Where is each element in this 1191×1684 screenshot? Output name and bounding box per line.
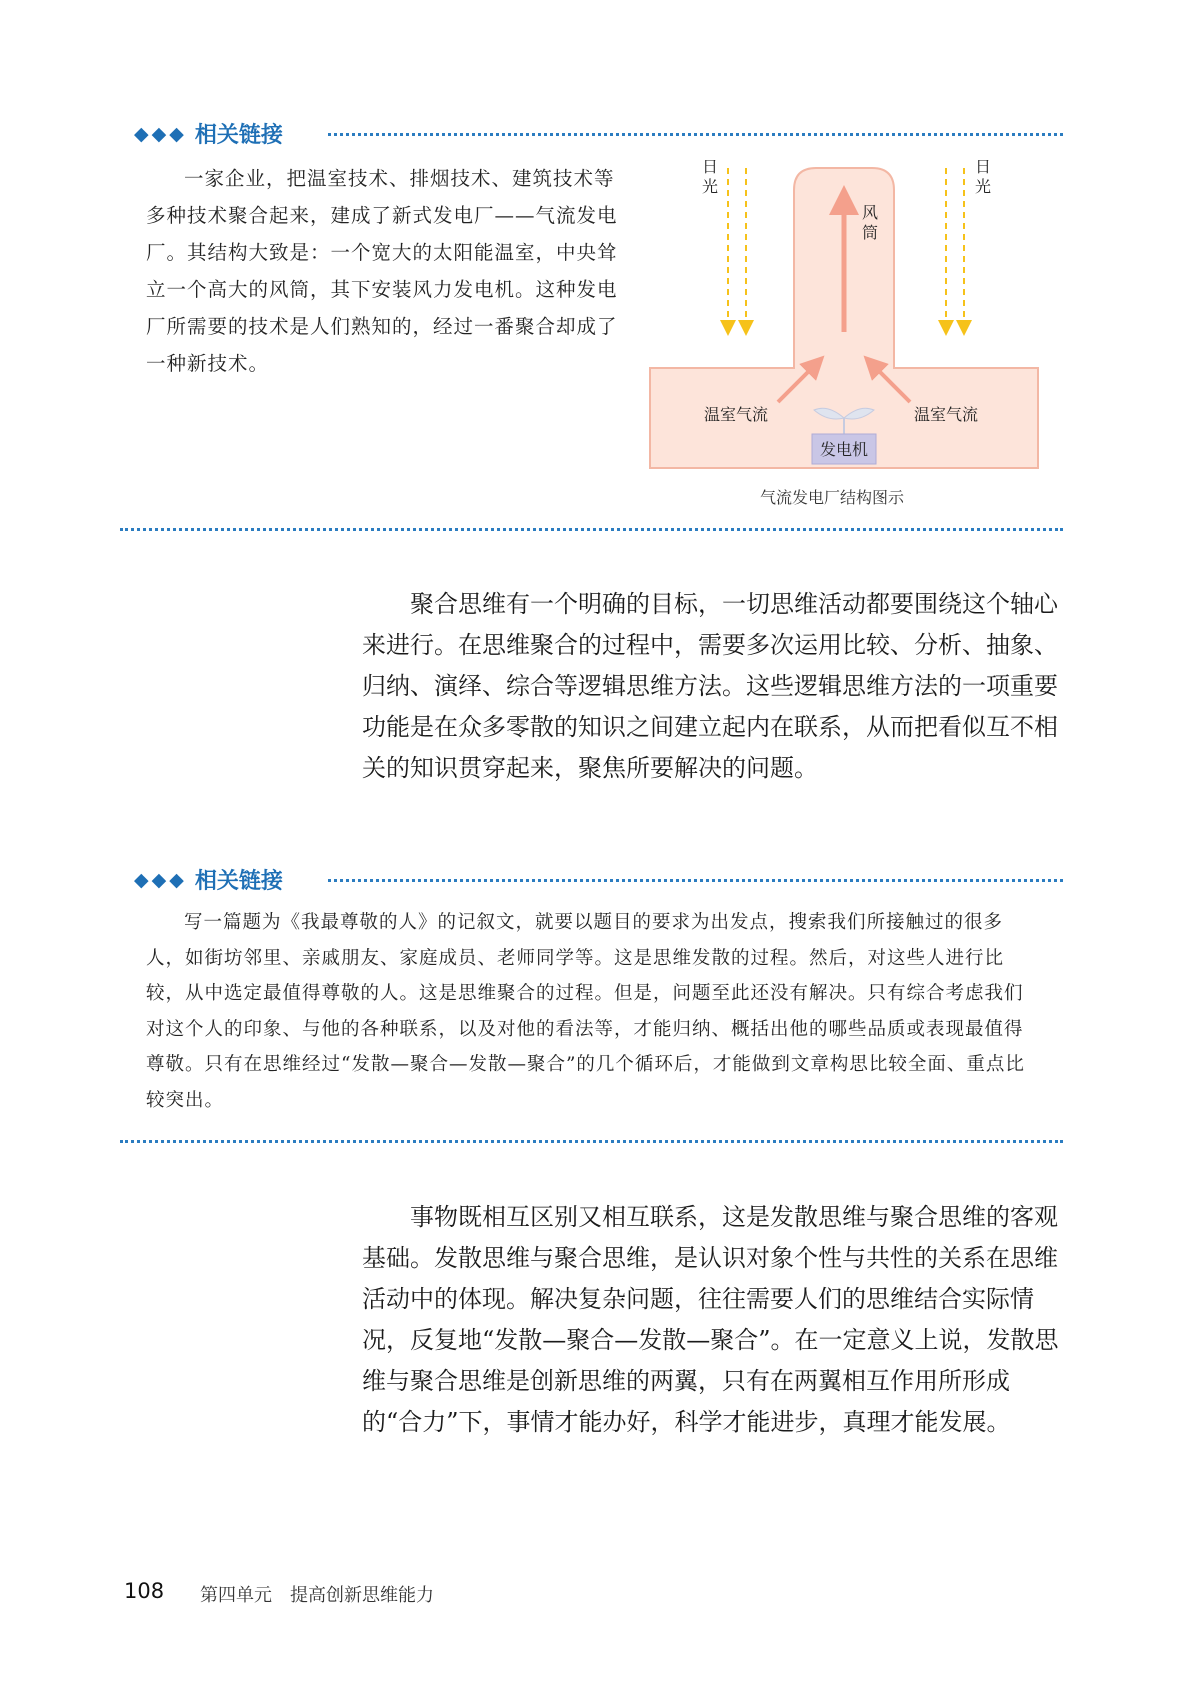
- diamond-bullets-icon: ◆◆◆: [134, 122, 187, 145]
- airflow-plant-diagram: [648, 160, 1040, 500]
- generator-label: 发电机: [819, 440, 869, 459]
- diamond-bullets-icon: ◆◆◆: [134, 868, 187, 891]
- airflow-plant-figure: [648, 160, 1040, 500]
- section2-paragraph: 写一篇题为《我最尊敬的人》的记叙文，就要以题目的要求为出发点，搜索我们所接触过的很多人，如街坊邻里、亲戚朋友、家庭成员、老师同学等。这是思维发散的过程。然后，对这些人进行比较，从中选定最值得尊敬的人。这是思维聚合的过程。但是，问题至此还没有解决。只有综合考虑我们对这个人的印象、与他的各种联系，以及对他的看法等，才能归纳、概括出他的哪些品质或表现最值得尊敬。只有在思维经过“发散—聚合—发散—聚合”的几个循环后，才能做到文章构思比较全面、重点比较突出。: [146, 912, 1025, 1111]
- figure-caption: 气流发电厂结构图示: [760, 488, 905, 507]
- section1-paragraph: 一家企业，把温室技术、排烟技术、建筑技术等多种技术聚合起来，建成了新式发电厂——气流发电厂。其结构大致是：一个宽大的太阳能温室，中央耸立一个高大的风筒，其下安装风力发电机。这种发电厂所需要的技术是人们熟知的，经过一番聚合却成了一种新技术。: [146, 167, 618, 375]
- section2-heading-dotline: [328, 879, 1063, 882]
- body-paragraph-1: [362, 584, 1062, 789]
- section2-heading: [134, 864, 283, 895]
- sunlight-left-label-1: 日: [701, 160, 719, 176]
- body-paragraph-1-text: 聚合思维有一个明确的目标，一切思维活动都要围绕这个轴心来进行。在思维聚合的过程中，需要多次运用比较、分析、抽象、归纳、演绎、综合等逻辑思维方法。这些逻辑思维方法的一项重要功能是在众多零散的知识之间建立起内在联系，从而把看似互不相关的知识贯穿起来，聚焦所要解决的问题。: [362, 590, 1058, 782]
- section1-heading-dotline: [328, 133, 1063, 136]
- section1-heading-label: 相关链接: [194, 123, 283, 148]
- greenhouse-left-label: 温室气流: [703, 405, 769, 424]
- body-paragraph-2: [362, 1197, 1062, 1443]
- sunlight-right-label-1: 日: [974, 160, 992, 176]
- sunlight-left-label-2: 光: [701, 177, 719, 196]
- section2-bottom-dotline: [120, 1140, 1063, 1143]
- sunlight-right-label-2: 光: [974, 177, 992, 196]
- unit-title: 第四单元 提高创新思维能力: [200, 1585, 434, 1606]
- section1-bottom-dotline: [120, 528, 1063, 531]
- greenhouse-right-label: 温室气流: [913, 405, 979, 424]
- page-number: 108: [124, 1579, 165, 1603]
- section1-heading: [134, 118, 283, 149]
- chimney-label-2: 筒: [861, 223, 879, 242]
- body-paragraph-2-text: 事物既相互区别又相互联系，这是发散思维与聚合思维的客观基础。发散思维与聚合思维，是认识对象个性与共性的关系在思维活动中的体现。解决复杂问题，往往需要人们的思维结合实际情况，反复地“发散—聚合—发散—聚合”。在一定意义上说，发散思维与聚合思维是创新思维的两翼，只有在两翼相互作用所形成的“合力”下，事情才能办好，科学才能进步，真理才能发展。: [362, 1203, 1059, 1436]
- section2-heading-label: 相关链接: [194, 869, 283, 894]
- chimney-label-1: 风: [861, 203, 879, 222]
